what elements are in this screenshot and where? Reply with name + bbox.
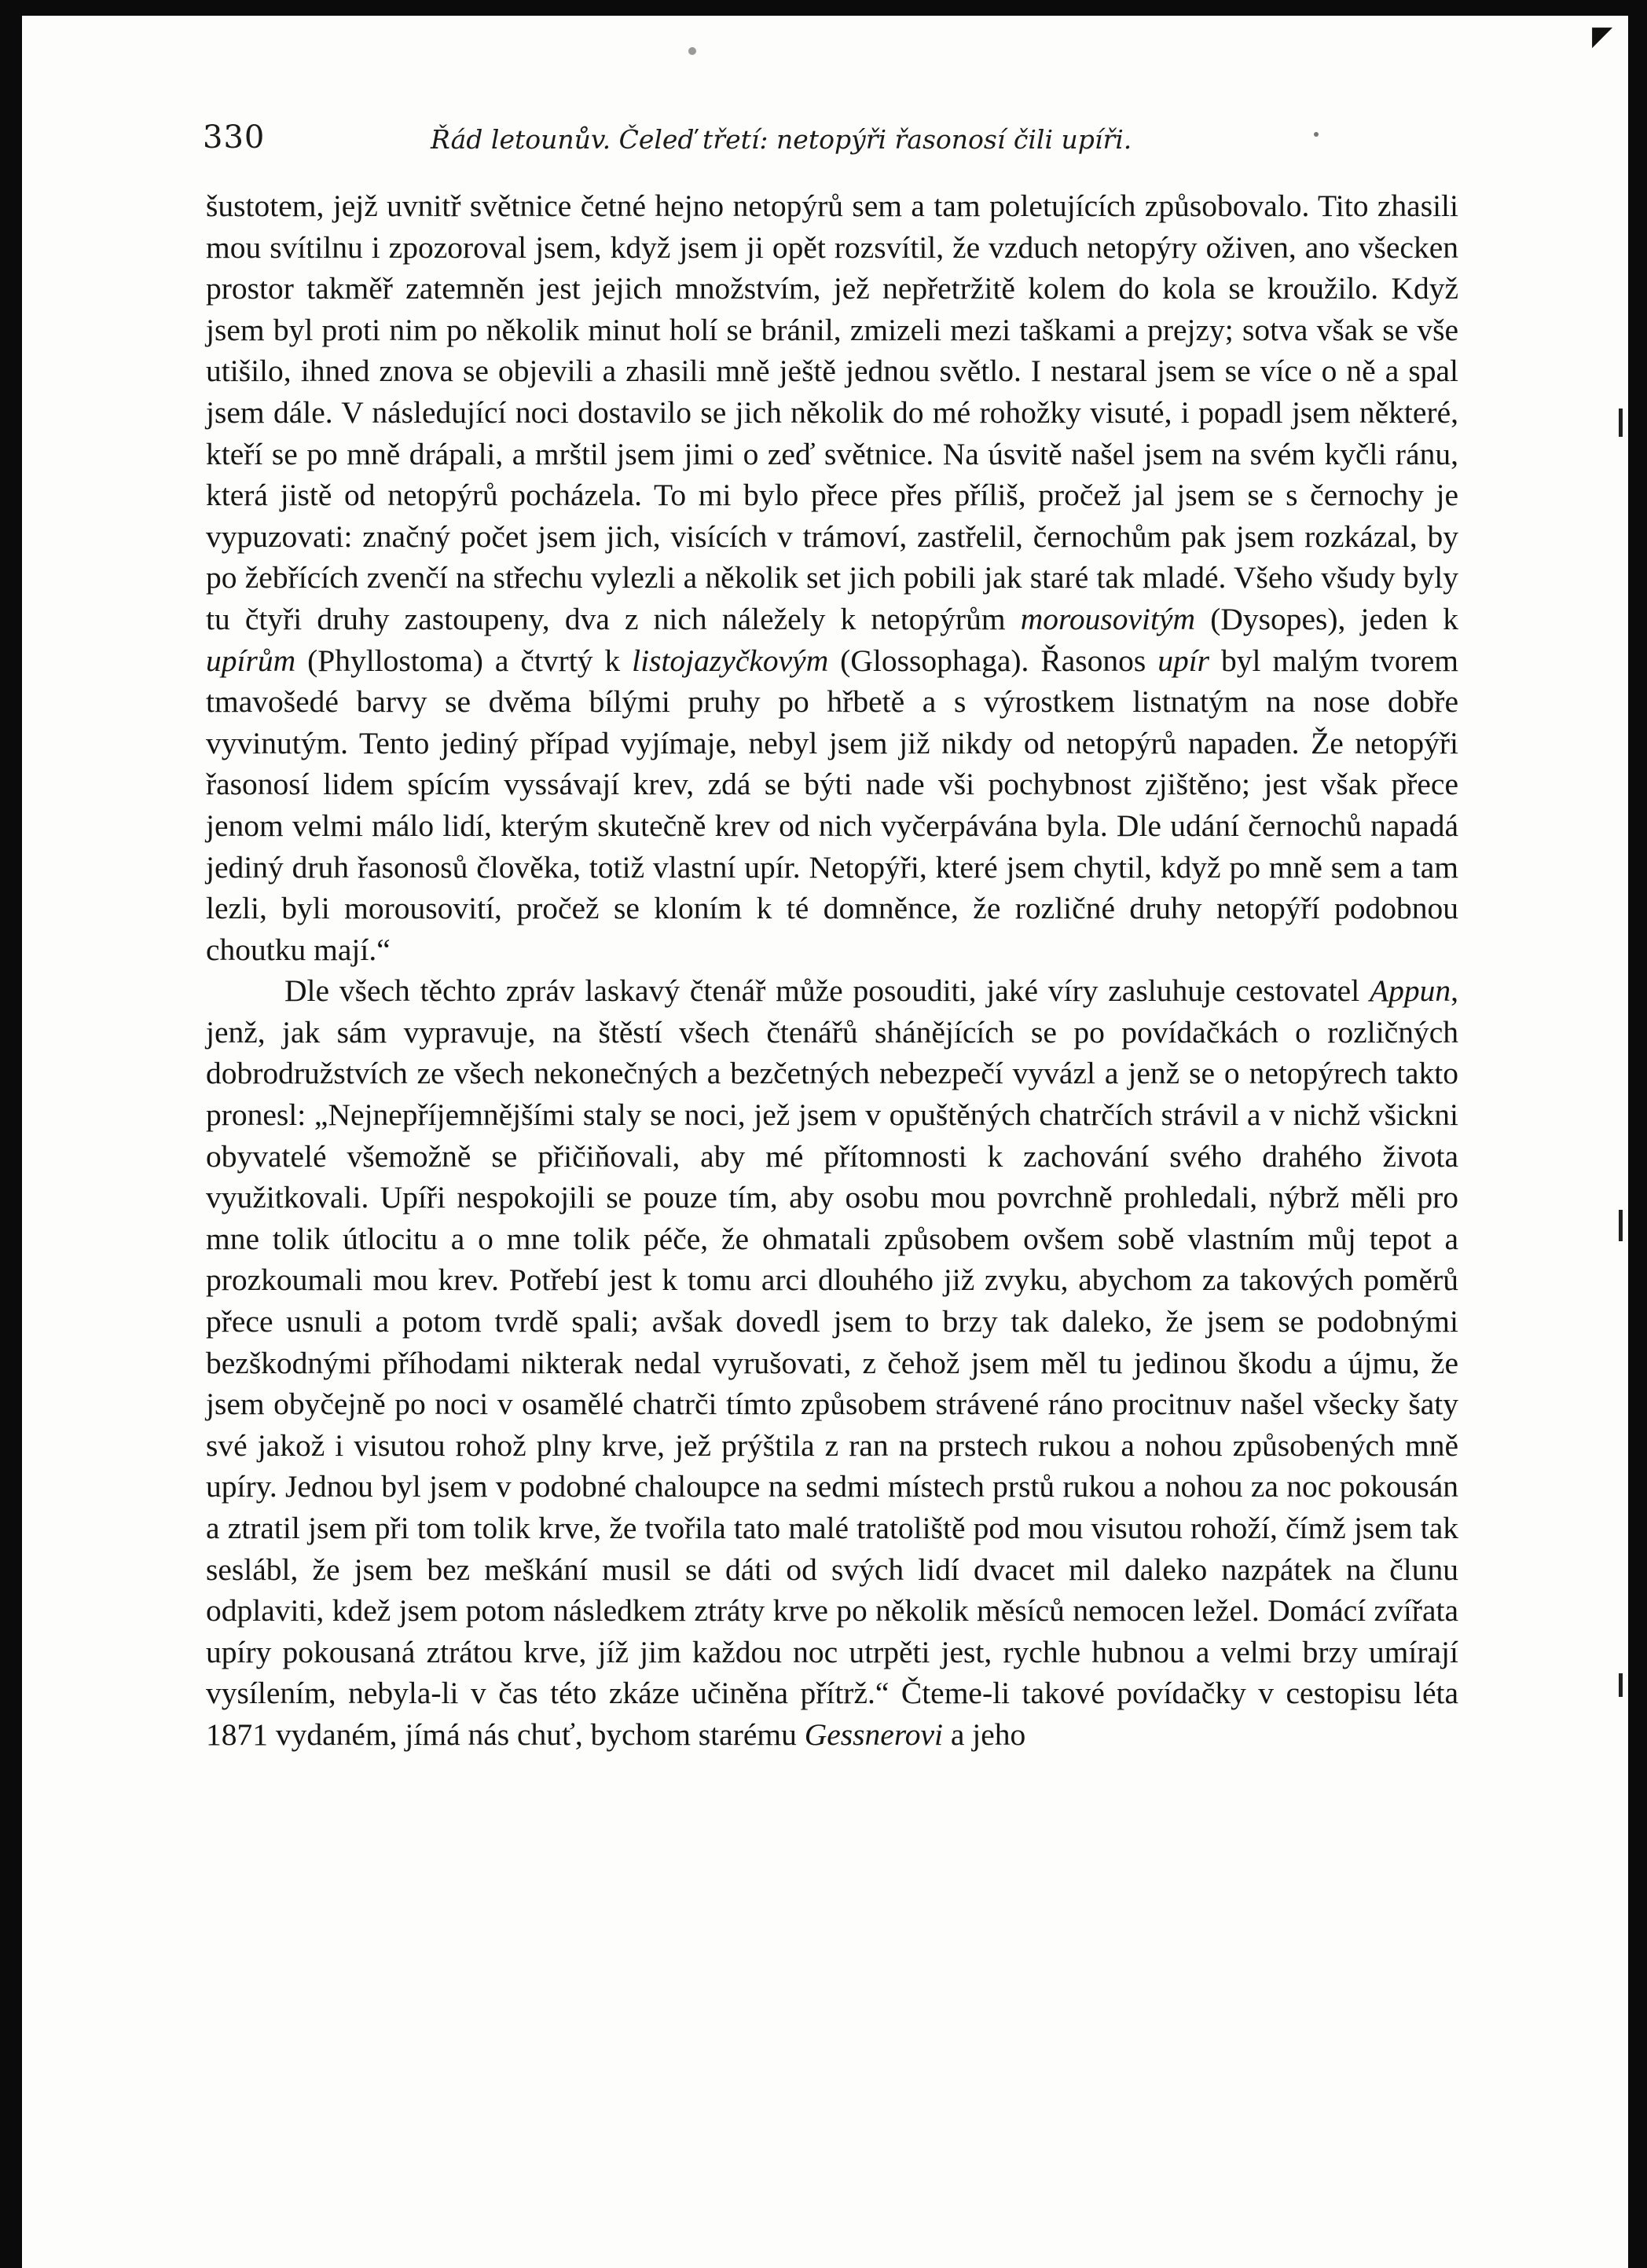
italic-term: morousovitým — [1020, 601, 1196, 636]
text-run: , jenž, jak sám vypravuje, na štěstí všech čtenářů shánějících se po povídačkách o rozličných dobrodružstvích ze všech nekonečných a bezčetných nebezpečí vyvázl a jenž se o netopýrech takto pronesl: „Nejnepříjemnějšími staly se noci, jež jsem v opuštěných chatrčích strávil a v nichž všickni obyvatelé všemožně se přičiňovali, aby mé přítomnosti k zachování svého drahého života využitkovali. Upíři nespokojili se pouze tím, aby osobu mou povrchně prohledali, nýbrž měli pro mne tolik útlocitu a o mne tolik péče, že ohmatali způsobem ovšem sobě vlastním můj tepot a prozkoumali mou krev. Potřebí jest k tomu arci dlouhého již zvyku, abychom za takových poměrů přece usnuli a potom tvrdě spali; avšak dovedl jsem to brzy tak daleko, že jsem se podobnými bezškodnými příhodami nikterak nedal vyrušovati, z čehož jsem měl tu jedinou škodu a újmu, že jsem obyčejně po noci v osamělé chatrči tímto způsobem strávené ráno procitnuv našel všecky šaty své jakož i visutou rohož plny krve, jež prýštila z ran na prstech rukou a nohou způsobených mně upíry. Jednou byl jsem v podobné chaloupce na sedmi místech prstů rukou a nohou za noc pokousán a ztratil jsem při tom tolik krve, že tvořila tato malé tratoliště pod mou visutou rohoží, čímž jsem tak seslábl, že jsem bez meškání musil se dáti od svých lidí dvacet mil daleko nazpátek na člunu odplaviti, kdež jsem potom následkem ztráty krve po několik měsíců nemocen ležel. Domácí zvířata upíry pokousaná ztrátou krve, jíž jim každou noc utrpěti jest, rychle hubnou a velmi brzy umírají vysílením, nebyla-li v čas této zkáze učiněna přítrž.“ Čteme-li takové povídačky v cestopisu léta 1871 vydaném, jímá nás chuť, bychom starému — [206, 973, 1458, 1752]
scan-speck — [688, 47, 696, 55]
text-run: a jeho — [942, 1717, 1026, 1752]
italic-term: Gessnerovi — [804, 1717, 943, 1752]
text-run: šustotem, jejž uvnitř světnice četné hejno netopýrů sem a tam poletujících způsobovalo. Tito zhasili mou svítilnu i zpozoroval jsem, když jsem ji opět rozsvítil, že vzduch netopýry oživen, ano všecken prostor takměř zatemněn jest jejich množstvím, jež nepřetržitě kolem do kola se kroužilo. Když jsem byl proti nim po několik minut holí se bránil, zmizeli mezi taškami a prejzy; sotva však se vše utišilo, ihned znova se objevili a zhasili mně ještě jednou světlo. I nestaral jsem se více o ně a spal jsem dále. V následující noci dostavilo se jich několik do mé rohožky visuté, i popadl jsem některé, kteří se po mně drápali, a mrštil jsem jimi o zeď světnice. Na úsvitě našel jsem na svém kyčli ránu, která jistě od netopýrů pocházela. To mi bylo přece přes příliš, pročež jal jsem se s černochy je vypuzovati: značný počet jsem jich, visících v trámoví, zastřelil, černochům pak jsem rozkázal, by po žebřících zvenčí na střechu vylezli a několik set jich pobili jak staré tak mladé. Všeho všudy byly tu čtyři druhy zastoupeny, dva z nich náležely k netopýrům — [206, 189, 1458, 636]
italic-term: listojazyčkovým — [632, 643, 829, 678]
paragraph — [206, 185, 1458, 970]
italic-term: Appun — [1369, 973, 1451, 1009]
page-edge-mark — [1619, 1673, 1623, 1697]
body-text — [206, 185, 1458, 1756]
scan-border-left — [0, 0, 22, 2268]
italic-term: upír — [1157, 643, 1210, 678]
paragraph — [206, 970, 1458, 1755]
running-title: Řád letounův. Čeleď třetí: netopýři řasonosí čili upíři. — [431, 124, 1132, 155]
scan-border-top — [0, 0, 1647, 16]
page-edge-mark — [1619, 1210, 1623, 1241]
text-run: Dle všech těchto zpráv laskavý čtenář může posouditi, jaké víry zasluhuje cestovatel — [284, 973, 1370, 1009]
text-run: (Glossophaga). Řasonos — [828, 643, 1158, 678]
text-run: (Phyllostoma) a čtvrtý k — [295, 643, 633, 678]
italic-term: upírům — [206, 643, 296, 678]
page-header — [203, 118, 1460, 165]
text-run: (Dysopes), jeden k — [1195, 601, 1458, 636]
text-run: byl malým tvorem tmavošedé barvy se dvěma bílými pruhy po hřbetě a s výrostkem listnatým na nose dobře vyvinutým. Tento jediný případ vyjímaje, nebyl jsem již nikdy od netopýrů napaden. Že netopýři řasonosí lidem spícím vyssávají krev, zdá se býti nade vši pochybnost zjištěno; jest však přece jenom velmi málo lidí, kterým skutečně krev od nich vyčerpávána byla. Dle udání černochů napadá jediný druh řasonosů člověka, totiž vlastní upír. Netopýři, které jsem chytil, když po mně sem a tam lezli, byli morousovití, pročež se kloním k té domněnce, že rozličné druhy netopýří podobnou choutku mají.“ — [206, 643, 1458, 967]
page-edge-mark — [1619, 409, 1623, 437]
scan-border-right — [1628, 0, 1647, 2268]
page-number: 330 — [203, 119, 266, 156]
corner-fold-icon: ◤ — [1592, 20, 1613, 52]
